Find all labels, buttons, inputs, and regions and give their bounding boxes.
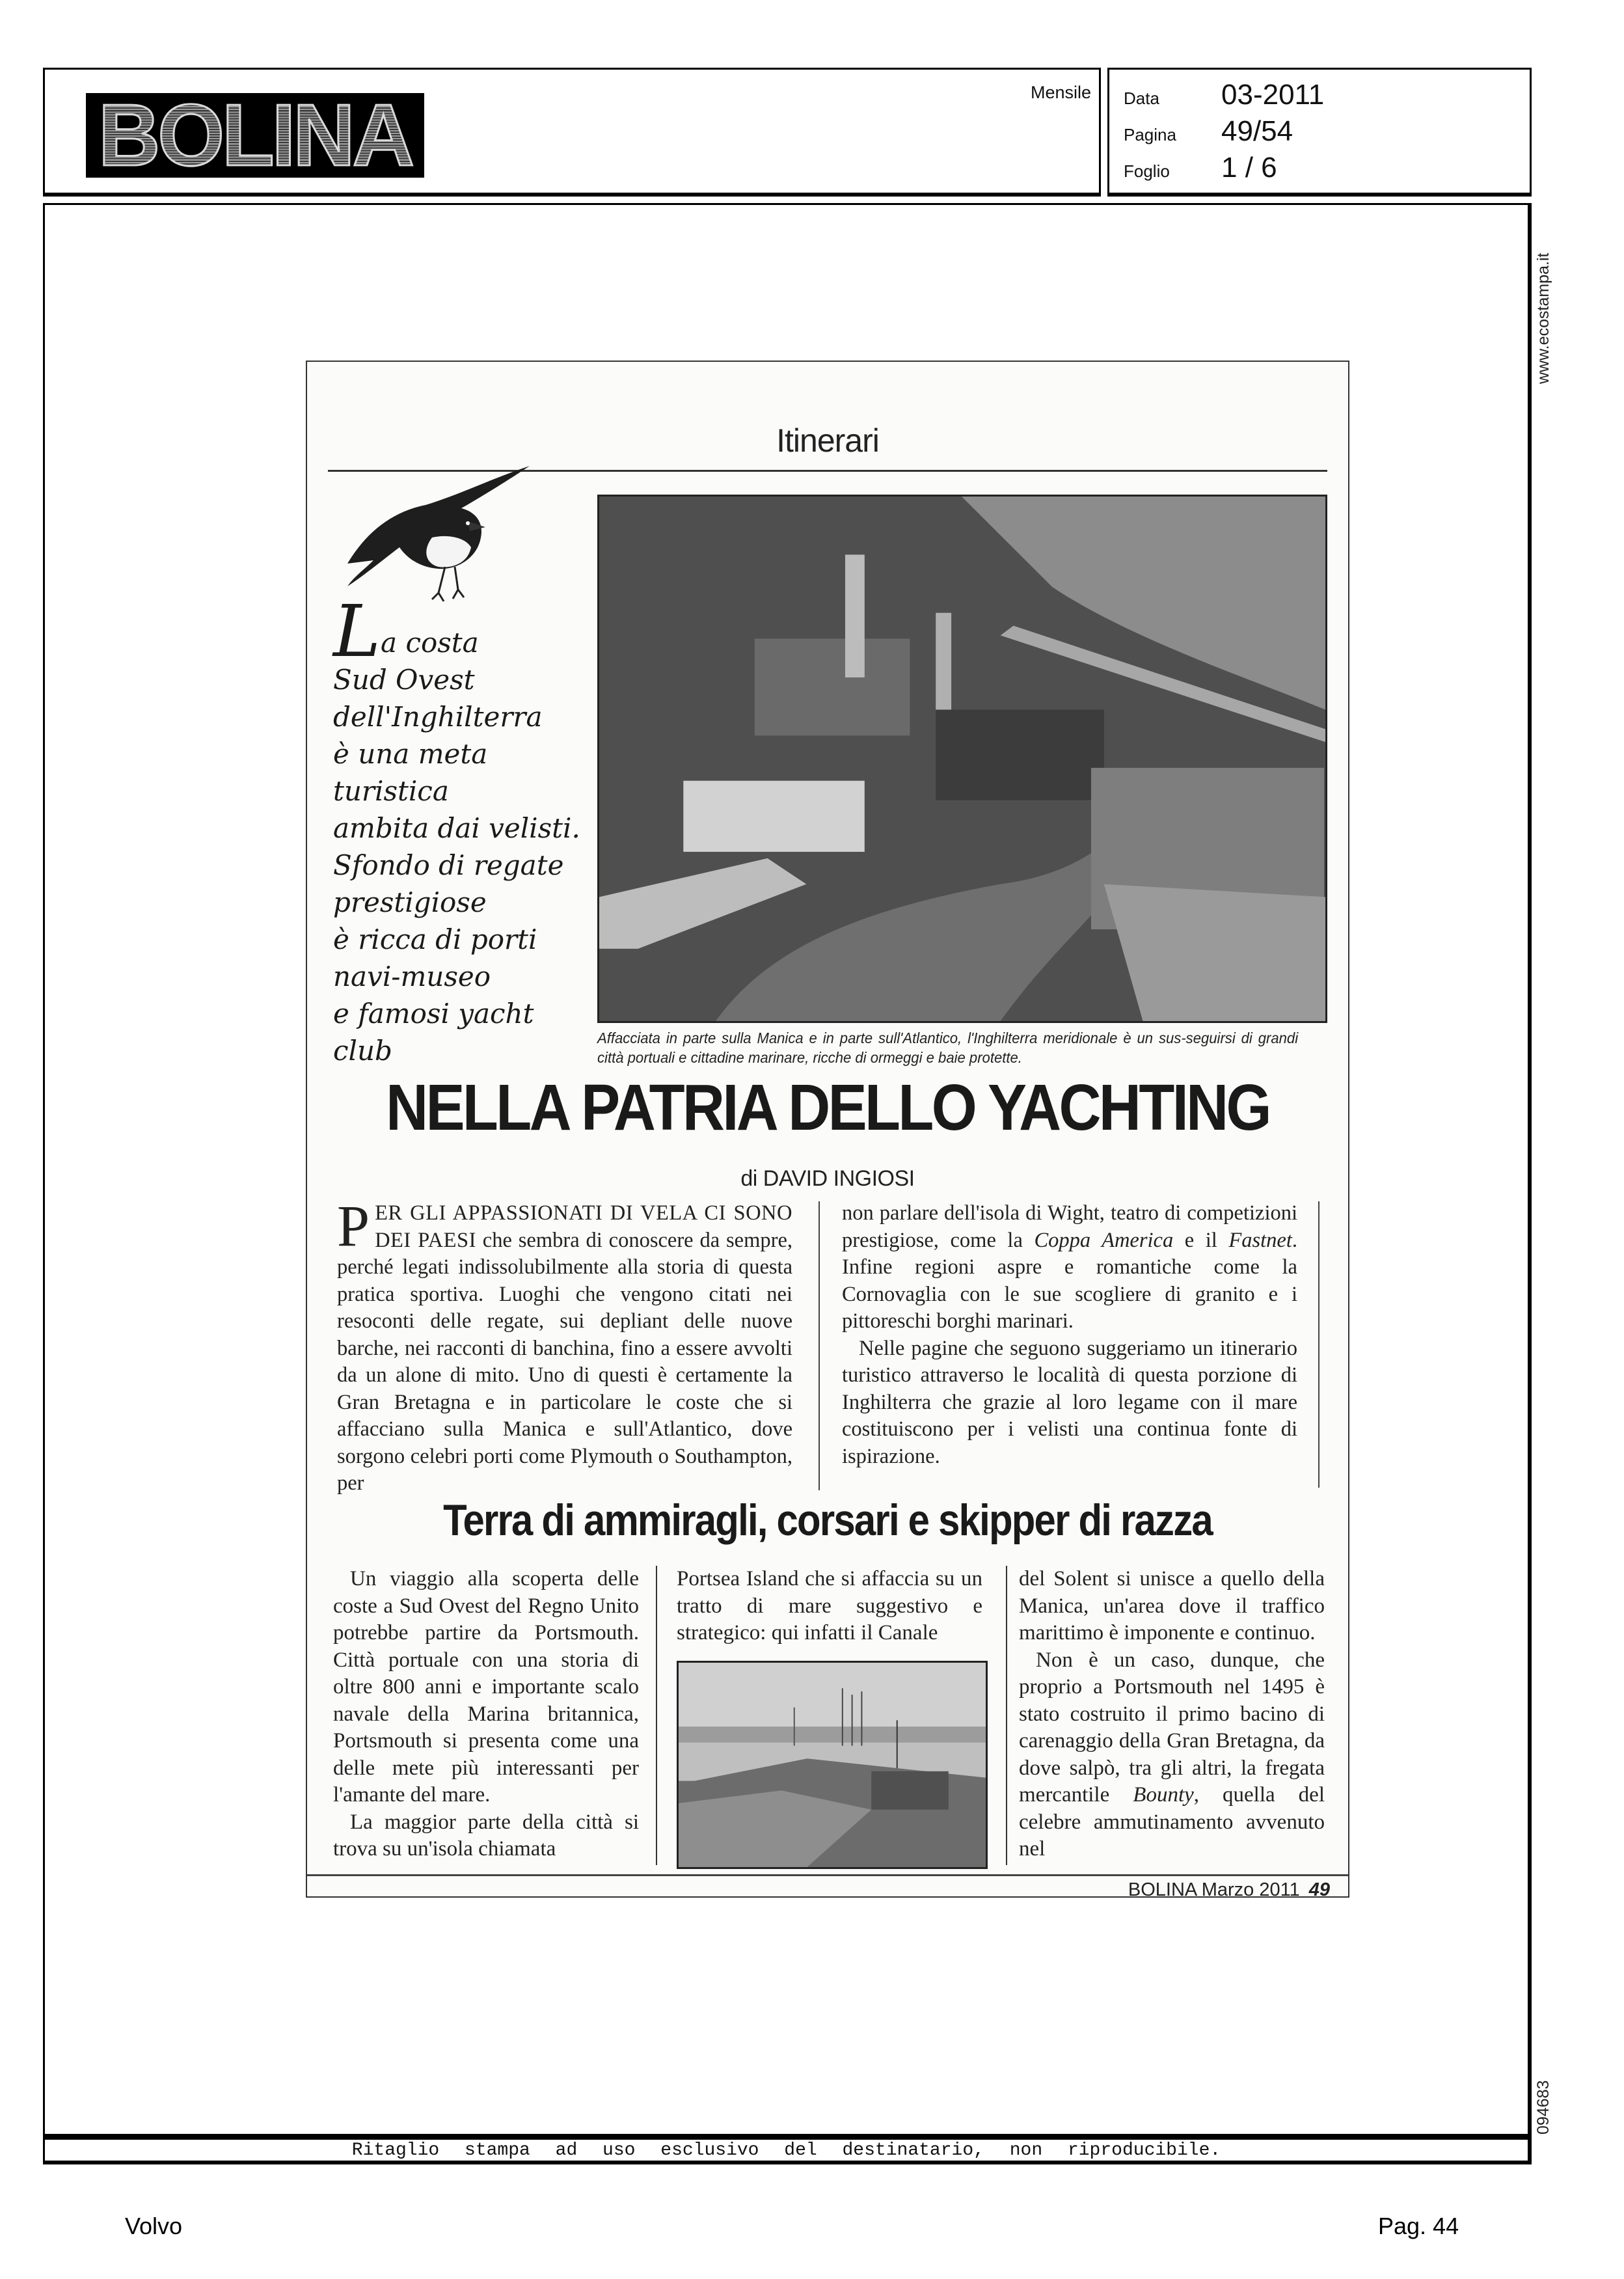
intro-line: dell'Inghilterra	[333, 701, 543, 733]
lede-smallcaps: ER GLI APPASSIONATI DI VELA CI SONO DEI PAESI	[375, 1201, 792, 1252]
lede-paragraph	[842, 1200, 1297, 1335]
lede-drop-letter: P	[337, 1194, 370, 1259]
intro-line: a costa	[381, 627, 479, 659]
meta-date-label: Data	[1124, 89, 1159, 108]
lede-italic: Coppa America	[1034, 1228, 1174, 1252]
intro-line: Sud Ovest	[333, 664, 475, 696]
body-paragraph: Portsea Island che si affaccia su un tratto di mare suggestivo e strategico: qui infatti il Canale	[677, 1567, 982, 1644]
body-paragraph: del Solent si unisce a quello della Manica, un'area dove il traffico marittimo è imponente e continuo.	[1019, 1567, 1325, 1644]
column-divider	[1318, 1201, 1320, 1488]
body-paragraph: La maggior parte della città si trova su un'isola chiamata	[333, 1810, 639, 1861]
meta-sheet-value: 1 / 6	[1221, 152, 1277, 184]
page-number: Pag. 44	[1378, 2213, 1459, 2239]
lede-text: . Infine regioni aspre e romantiche come la Cornovaglia con le sue scogliere di granito e i pittoreschi borghi marinari.	[842, 1228, 1297, 1333]
body-paragraph: Un viaggio alla scoperta delle coste a Sud Ovest del Regno Unito potrebbe partire da Portsmouth. Città portuale con una storia di oltre 800 anni e importante scalo navale della Marina britannica, Portsmouth si presenta come una delle mete più interessanti per l'amante del mare.	[333, 1567, 639, 1807]
lede-text: e il	[1173, 1228, 1229, 1252]
intro-line: Sfondo di regate	[333, 849, 564, 881]
hero-caption: Affacciata in parte sulla Manica e in parte sull'Atlantico, l'Inghilterra meridionale è un sus-seguirsi di grandi città portuali e cittadine marinare, ricche di ormeggi e baie protette.	[597, 1030, 1299, 1066]
footer-notice: Ritaglio stampa ad uso esclusivo del destinatario, non riproducibile.	[351, 2140, 1221, 2161]
folio	[1128, 1879, 1330, 1901]
folio-text: BOLINA Marzo 2011	[1128, 1879, 1300, 1900]
lede-text: che sembra di conoscere da sempre, perché legati indissolubilmente alla storia di questa pratica sportiva. Luoghi che vengono citati nei resoconti delle regate, sui depliant delle nuove barche, nei racconti di banchina, fino a essere avvolti da un alone di mito. Uno di questi è certamente la Gran Bretagna e in particolare le coste che si affacciano sulla Manica e sull'Atlantico, dove sorgono celebri porti come Plymouth o Southampton, per	[337, 1228, 792, 1495]
intro-text	[333, 590, 593, 1069]
byline: di DAVID INGIOSI	[740, 1166, 915, 1191]
subheadline: Terra di ammiragli, corsari e skipper di razza	[443, 1495, 1212, 1545]
footer-notice-box	[43, 2136, 1532, 2164]
intro-line: prestigiose	[333, 886, 487, 918]
meta-page	[1124, 115, 1293, 148]
seabird-illustration-icon	[334, 459, 543, 609]
meta-sheet	[1124, 152, 1277, 184]
lede-paragraph: Nelle pagine che seguono suggeriamo un itinerario turistico attraverso le località di questa porzione di Inghilterra che grazie al loro legame con il mare costituiscono per i velisti una continua fonte di ispirazione.	[842, 1336, 1297, 1468]
historic-harbor-photo	[677, 1661, 988, 1869]
column-divider	[819, 1201, 820, 1490]
folio-page: 49	[1308, 1879, 1330, 1900]
frequency-label: Mensile	[1030, 83, 1091, 102]
header-publication-box	[43, 68, 1101, 197]
body-text: Non è un caso, dunque, che proprio a Portsmouth nel 1495 è stato costruito il primo bacino di carenaggio della Gran Bretagna, da dove salpò, tra gli altri, la fregata mercantile	[1019, 1648, 1325, 1807]
logo-text: BOLINA	[98, 86, 412, 184]
body-column-3	[1019, 1566, 1325, 1863]
client-name: Volvo	[125, 2213, 183, 2239]
column-divider	[656, 1566, 657, 1865]
lede-italic: Fastnet	[1228, 1228, 1292, 1252]
body-column-2	[677, 1566, 982, 1647]
body-italic: Bounty	[1133, 1783, 1194, 1807]
intro-line: è una meta turistica	[333, 738, 488, 807]
meta-page-value: 49/54	[1221, 115, 1293, 147]
bottom-rule	[307, 1874, 1348, 1876]
meta-date-value: 03-2011	[1221, 79, 1325, 111]
article-clipping	[306, 361, 1349, 1898]
meta-sheet-label: Foglio	[1124, 161, 1170, 181]
side-url: www.ecostampa.it	[1534, 252, 1552, 384]
lede-column-1	[337, 1194, 792, 1497]
lede-column-2	[842, 1200, 1297, 1470]
header-meta-box	[1107, 68, 1532, 197]
meta-page-label: Pagina	[1124, 125, 1176, 144]
aerial-harbor-photo	[597, 495, 1327, 1023]
intro-line: ambita dai velisti.	[333, 812, 580, 844]
column-divider	[1006, 1566, 1007, 1865]
bolina-logo	[86, 86, 424, 184]
body-paragraph	[1019, 1647, 1325, 1863]
intro-line: navi-museo	[333, 961, 491, 992]
headline: NELLA PATRIA DELLO YACHTING	[386, 1071, 1269, 1144]
intro-drop-letter: L	[333, 590, 381, 673]
body-text: , quella del celebre ammutinamento avvenuto nel	[1019, 1783, 1325, 1861]
intro-line: è ricca di porti	[333, 923, 537, 955]
intro-line: e famosi yacht club	[333, 998, 534, 1067]
meta-date	[1124, 79, 1324, 111]
side-code: 094683	[1534, 2080, 1552, 2135]
section-label: Itinerari	[776, 422, 879, 459]
lede-text: non parlare dell'isola di Wight, teatro di competizioni prestigiose, come la	[842, 1201, 1297, 1252]
body-column-1	[333, 1566, 639, 1863]
